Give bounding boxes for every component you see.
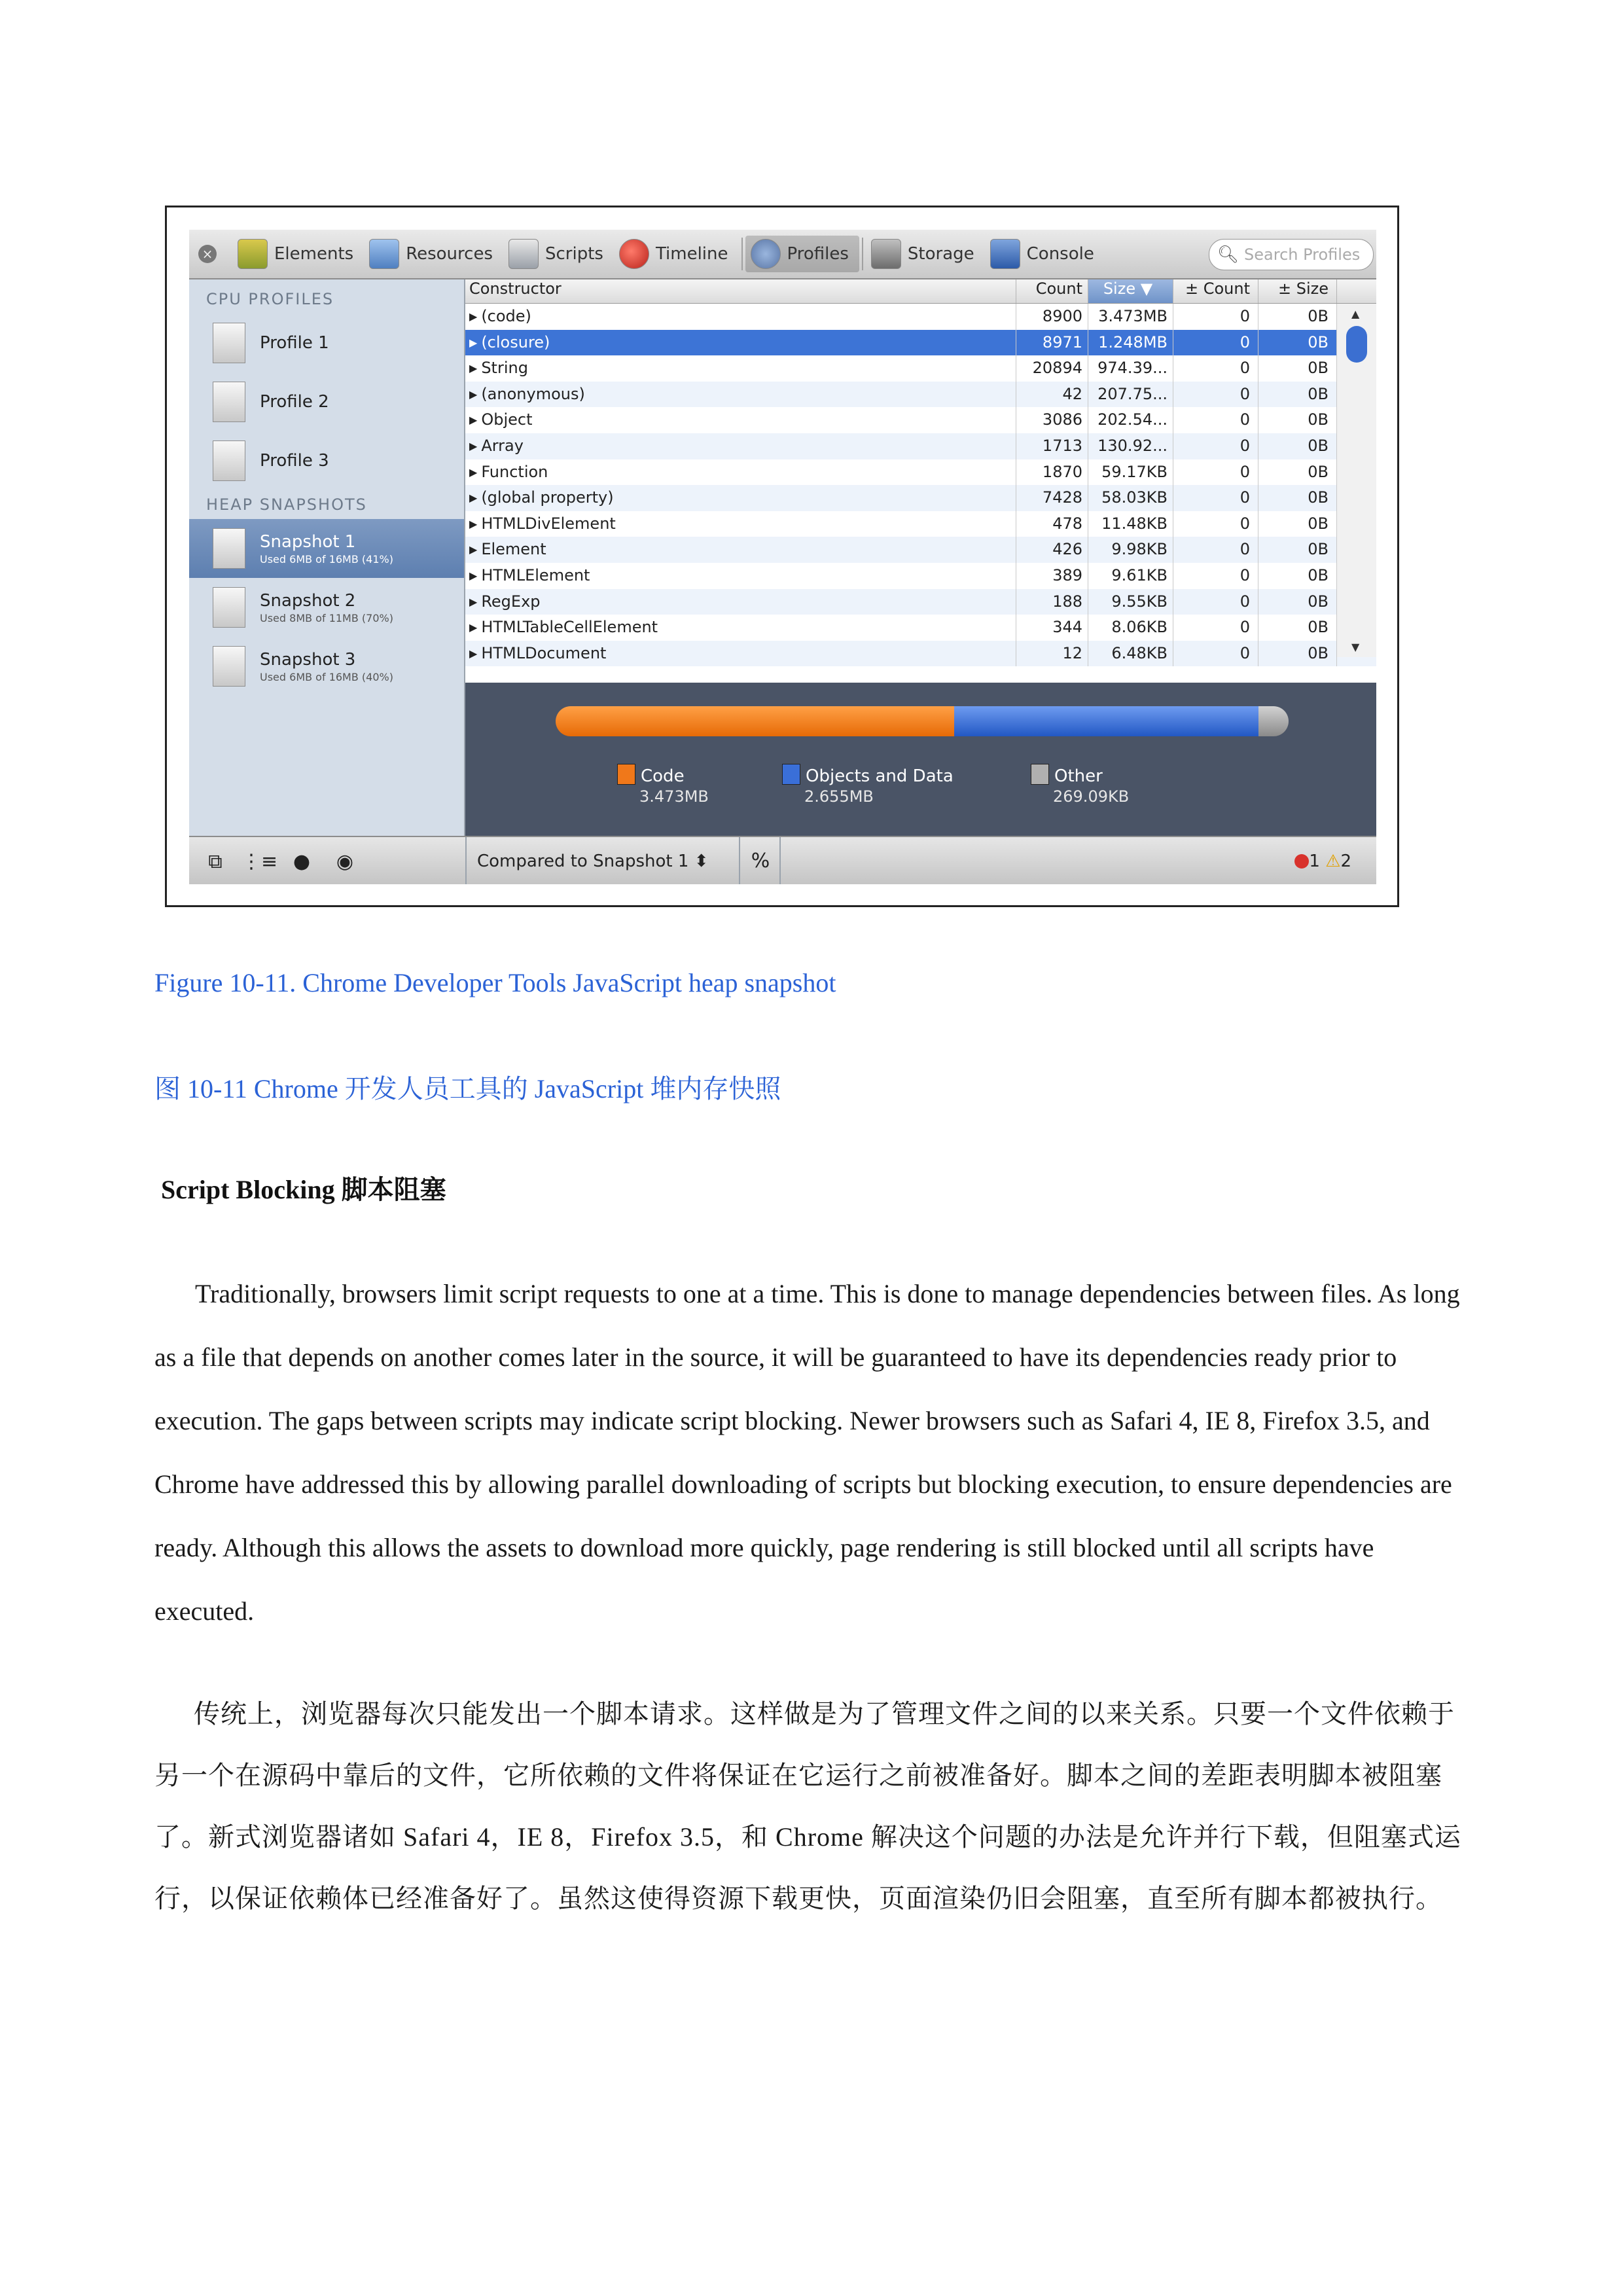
expand-triangle-icon[interactable]: ▶ — [469, 569, 478, 582]
cell-size: 6.48KB — [1088, 641, 1173, 667]
paragraph-en: Traditionally, browsers limit script requests to one at a time. This is done to manage dependencies between files. As long as a file that depends on another comes later in the source, it will be guaranteed to have its dependencies ready prior to execution. The gaps between scripts may indicate script blocking. Newer browsers such as Safari 4, IE 8, Firefox 3.5, and Chrome have addressed this by allowing parallel downloading of scripts but blocking execution, to ensure dependencies are ready. Although this allows the assets to download more quickly, page rendering is still blocked until all scripts have executed. — [154, 1279, 1460, 1626]
legend-swatch — [1031, 764, 1049, 785]
sidebar-item-snapshot-1[interactable] — [189, 519, 464, 578]
cell-delta-size: 0B — [1258, 382, 1337, 408]
record-icon[interactable]: ● — [293, 850, 311, 873]
expand-triangle-icon[interactable]: ▶ — [469, 414, 478, 427]
cell-constructor — [465, 485, 1016, 511]
cell-constructor — [465, 641, 1016, 667]
expand-triangle-icon[interactable]: ▶ — [469, 621, 478, 634]
expand-triangle-icon[interactable]: ▶ — [469, 492, 478, 505]
cell-size: 9.55KB — [1088, 589, 1173, 615]
constructor-name: (closure) — [481, 332, 550, 351]
legend-code — [617, 764, 709, 806]
cell-delta-count: 0 — [1173, 382, 1258, 408]
memory-usage-bar — [556, 706, 1289, 736]
constructor-name: (code) — [481, 307, 531, 325]
cell-delta-size: 0B — [1258, 641, 1337, 667]
sidebar-item-profile-2[interactable] — [189, 372, 464, 431]
cell-delta-size: 0B — [1258, 563, 1337, 589]
profile-icon — [213, 323, 245, 363]
expand-triangle-icon[interactable]: ▶ — [469, 647, 478, 660]
expand-triangle-icon[interactable]: ▶ — [469, 543, 478, 556]
error-icon — [1294, 854, 1309, 869]
constructor-name: RegExp — [481, 592, 541, 611]
snapshot-icon — [213, 646, 245, 687]
constructor-name: Array — [481, 436, 524, 455]
cell-size: 8.06KB — [1088, 615, 1173, 641]
cell-delta-count: 0 — [1173, 589, 1258, 615]
warning-icon: ⚠ — [1325, 852, 1341, 871]
snapshot-usage: Used 6MB of 16MB (41%) — [260, 552, 393, 565]
scroll-up-icon[interactable]: ▲ — [1351, 308, 1360, 320]
expand-triangle-icon[interactable]: ▶ — [469, 387, 478, 401]
cell-count: 20894 — [1016, 355, 1088, 382]
dock-icon[interactable]: ⧉ — [208, 850, 223, 873]
cell-count: 3086 — [1016, 407, 1088, 433]
cell-constructor — [465, 589, 1016, 615]
expand-triangle-icon[interactable]: ▶ — [469, 595, 478, 608]
search-icon: 🔍︎ — [1217, 245, 1240, 264]
search-input[interactable] — [1209, 239, 1374, 270]
cell-constructor — [465, 511, 1016, 537]
column-header-constructor[interactable]: Constructor — [465, 279, 1016, 303]
cell-size: 130.92... — [1088, 433, 1173, 459]
cell-delta-count: 0 — [1173, 615, 1258, 641]
storage-icon — [871, 239, 901, 269]
constructor-name: Object — [481, 410, 533, 429]
cell-constructor — [465, 537, 1016, 563]
tab-console[interactable] — [985, 236, 1105, 272]
cell-delta-count: 0 — [1173, 459, 1258, 486]
sidebar-item-snapshot-3[interactable] — [189, 637, 464, 696]
cell-delta-count: 0 — [1173, 537, 1258, 563]
cpu-profiles-header: CPU PROFILES — [206, 290, 334, 308]
tab-resources-label: Resources — [406, 244, 493, 264]
console-icon — [990, 239, 1020, 269]
cell-count: 1713 — [1016, 433, 1088, 459]
cell-size: 9.98KB — [1088, 537, 1173, 563]
tab-profiles[interactable] — [745, 236, 859, 272]
constructor-name: HTMLTableCellElement — [481, 618, 658, 637]
table-row[interactable] — [465, 330, 1376, 356]
tab-timeline[interactable] — [614, 236, 739, 272]
snapshot-icon — [213, 587, 245, 628]
cell-delta-size: 0B — [1258, 433, 1337, 459]
cell-size: 974.39... — [1088, 355, 1173, 382]
cell-count: 344 — [1016, 615, 1088, 641]
devtools-window — [189, 230, 1376, 884]
cell-delta-count: 0 — [1173, 641, 1258, 667]
figure-caption-zh: 图 10-11 Chrome 开发人员工具的 JavaScript 堆内存快照 — [154, 1074, 781, 1103]
status-counts[interactable] — [1294, 837, 1351, 884]
snapshot-usage: Used 8MB of 11MB (70%) — [260, 611, 393, 624]
resources-icon — [369, 239, 399, 269]
snapshot-eye-icon[interactable]: ◉ — [336, 850, 354, 873]
cell-delta-size: 0B — [1258, 615, 1337, 641]
sidebar-item-label: Snapshot 1 — [260, 531, 356, 552]
constructor-name: Element — [481, 540, 546, 559]
cell-delta-count: 0 — [1173, 433, 1258, 459]
profiles-icon — [751, 239, 781, 269]
close-icon[interactable]: × — [198, 245, 217, 263]
cell-count: 426 — [1016, 537, 1088, 563]
figure-caption-en: Figure 10-11. Chrome Developer Tools JavaScript heap snapshot — [154, 968, 836, 997]
legend-label: Other — [1054, 766, 1103, 786]
sidebar-item-label: Snapshot 3 — [260, 649, 356, 670]
cell-delta-size: 0B — [1258, 355, 1337, 382]
tab-storage-label: Storage — [907, 244, 974, 264]
legend-value: 269.09KB — [1053, 787, 1130, 806]
table-row[interactable] — [465, 382, 1376, 408]
table-row[interactable] — [465, 589, 1376, 615]
cell-count: 7428 — [1016, 485, 1088, 511]
legend-label: Objects and Data — [806, 766, 954, 786]
column-header-delta-size[interactable]: ± Size — [1258, 279, 1337, 303]
elements-icon — [238, 239, 268, 269]
scripts-icon — [508, 239, 539, 269]
cell-size: 207.75... — [1088, 382, 1173, 408]
cell-constructor — [465, 407, 1016, 433]
section-heading: Script Blocking 脚本阻塞 — [161, 1175, 446, 1204]
tab-resources[interactable] — [364, 236, 503, 272]
scroll-thumb[interactable] — [1346, 326, 1367, 363]
cell-size: 11.48KB — [1088, 511, 1173, 537]
cell-size: 1.248MB — [1088, 330, 1173, 356]
table-row[interactable] — [465, 485, 1376, 511]
cell-count: 8971 — [1016, 330, 1088, 356]
constructor-name: (global property) — [481, 488, 614, 507]
cell-size: 202.54... — [1088, 407, 1173, 433]
cell-delta-count: 0 — [1173, 330, 1258, 356]
constructor-name: String — [481, 359, 528, 378]
toggle-sidebar-icon[interactable]: ⋮≡ — [241, 850, 278, 873]
devtools-statusbar — [189, 836, 1376, 884]
cell-constructor — [465, 382, 1016, 408]
cell-size: 9.61KB — [1088, 563, 1173, 589]
table-row[interactable] — [465, 459, 1376, 486]
cell-delta-size: 0B — [1258, 589, 1337, 615]
heap-snapshots-header: HEAP SNAPSHOTS — [206, 495, 367, 514]
legend-objects-and-data — [782, 764, 954, 806]
cell-constructor — [465, 615, 1016, 641]
sidebar-item-snapshot-2[interactable] — [189, 578, 464, 637]
sidebar-item-profile-3[interactable] — [189, 431, 464, 490]
tab-elements-label: Elements — [274, 244, 354, 264]
cell-delta-count: 0 — [1173, 511, 1258, 537]
column-header-spacer — [1337, 279, 1376, 303]
expand-triangle-icon[interactable]: ▶ — [469, 336, 478, 349]
cell-count: 42 — [1016, 382, 1088, 408]
cell-size: 3.473MB — [1088, 304, 1173, 330]
legend-value: 2.655MB — [804, 787, 874, 806]
cell-delta-size: 0B — [1258, 407, 1337, 433]
sidebar-item-label: Profile 2 — [260, 392, 329, 412]
sidebar-item-profile-1[interactable] — [189, 314, 464, 372]
compare-snapshot-select[interactable] — [465, 837, 740, 884]
expand-triangle-icon[interactable]: ▶ — [469, 310, 478, 323]
timeline-icon — [619, 239, 649, 269]
tab-timeline-label: Timeline — [655, 244, 728, 264]
profile-icon — [213, 440, 245, 481]
tab-scripts[interactable] — [503, 236, 614, 272]
table-row[interactable] — [465, 537, 1376, 563]
cell-delta-count: 0 — [1173, 563, 1258, 589]
cell-count: 478 — [1016, 511, 1088, 537]
cell-constructor — [465, 304, 1016, 330]
memory-segment-objs — [954, 706, 1258, 736]
expand-triangle-icon[interactable]: ▶ — [469, 465, 478, 478]
table-row[interactable] — [465, 433, 1376, 459]
cell-delta-size: 0B — [1258, 330, 1337, 356]
sidebar-item-label: Snapshot 2 — [260, 590, 356, 611]
toolbar-divider — [862, 238, 863, 270]
profile-icon — [213, 382, 245, 422]
table-row[interactable] — [465, 355, 1376, 382]
memory-segment-other — [1258, 706, 1289, 736]
column-header-delta-count[interactable]: ± Count — [1173, 279, 1258, 303]
table-row[interactable] — [465, 407, 1376, 433]
snapshot-icon — [213, 528, 245, 569]
table-row[interactable] — [465, 511, 1376, 537]
cell-count: 12 — [1016, 641, 1088, 667]
compare-select-label: Compared to Snapshot 1 ⬍ — [477, 852, 709, 871]
cell-delta-count: 0 — [1173, 304, 1258, 330]
cell-delta-size: 0B — [1258, 304, 1337, 330]
figure-frame — [165, 206, 1399, 907]
tab-storage[interactable] — [866, 236, 985, 272]
cell-size: 58.03KB — [1088, 485, 1173, 511]
cell-delta-size: 0B — [1258, 511, 1337, 537]
table-row[interactable] — [465, 563, 1376, 589]
paragraph-zh: 传统上，浏览器每次只能发出一个脚本请求。这样做是为了管理文件之间的以来关系。只要一个文件依赖于另一个在源码中靠后的文件，它所依赖的文件将保证在它运行之前被准备好。脚本之间的差距表明脚本被阻塞了。新式浏览器诸如 Safari 4，IE 8，Firefox 3.5，和 Chrome 解决这个问题的办法是允许并行下载，但阻塞式运行，以保证依赖体已经准备好了。虽然这使得资源下载更快，页面渲染仍旧会阻塞，直至所有脚本都被执行。 — [154, 1699, 1461, 1913]
legend-swatch — [617, 764, 635, 785]
cell-delta-size: 0B — [1258, 459, 1337, 486]
cell-count: 8900 — [1016, 304, 1088, 330]
constructor-name: HTMLDivElement — [481, 514, 616, 533]
snapshot-usage: Used 6MB of 16MB (40%) — [260, 670, 393, 683]
cell-delta-size: 0B — [1258, 537, 1337, 563]
cell-size: 59.17KB — [1088, 459, 1173, 486]
search-placeholder: Search Profiles — [1244, 245, 1361, 264]
constructor-name: Function — [481, 462, 548, 481]
memory-segment-code — [556, 706, 954, 736]
legend-label: Code — [641, 766, 685, 786]
expand-triangle-icon[interactable]: ▶ — [469, 517, 478, 530]
table-row[interactable] — [465, 304, 1376, 330]
sidebar-item-label: Profile 3 — [260, 451, 329, 471]
legend-swatch — [782, 764, 800, 785]
column-header-size[interactable]: Size ▼ — [1088, 279, 1173, 303]
cell-delta-count: 0 — [1173, 485, 1258, 511]
table-scrollbar[interactable] — [1337, 304, 1376, 657]
memory-chart-panel — [465, 683, 1376, 836]
constructor-name: HTMLDocument — [481, 643, 607, 662]
table-row[interactable] — [465, 615, 1376, 641]
cell-constructor — [465, 459, 1016, 486]
heap-table-body — [465, 304, 1376, 682]
error-count: 1 — [1309, 852, 1320, 871]
percent-toggle-button[interactable]: % — [741, 837, 781, 884]
cell-count: 389 — [1016, 563, 1088, 589]
expand-triangle-icon[interactable]: ▶ — [469, 362, 478, 375]
cell-delta-count: 0 — [1173, 355, 1258, 382]
cell-constructor — [465, 433, 1016, 459]
scroll-down-icon[interactable]: ▼ — [1351, 641, 1360, 653]
cell-count: 188 — [1016, 589, 1088, 615]
cell-constructor — [465, 355, 1016, 382]
cell-constructor — [465, 330, 1016, 356]
cell-count: 1870 — [1016, 459, 1088, 486]
legend-other — [1031, 764, 1129, 806]
tab-profiles-label: Profiles — [787, 244, 849, 264]
legend-value: 3.473MB — [639, 787, 709, 806]
cell-delta-count: 0 — [1173, 407, 1258, 433]
constructor-name: (anonymous) — [481, 384, 585, 403]
tab-scripts-label: Scripts — [544, 244, 603, 264]
column-header-count[interactable]: Count — [1016, 279, 1088, 303]
tab-elements[interactable] — [232, 236, 364, 272]
table-header — [465, 279, 1376, 304]
heap-snapshot-view — [465, 279, 1376, 836]
profiles-sidebar — [189, 279, 465, 836]
cell-constructor — [465, 563, 1016, 589]
toolbar-divider — [741, 238, 743, 270]
table-row[interactable] — [465, 641, 1376, 667]
devtools-toolbar — [189, 230, 1376, 279]
sidebar-item-label: Profile 1 — [260, 333, 329, 353]
tab-console-label: Console — [1026, 244, 1094, 264]
cell-delta-size: 0B — [1258, 485, 1337, 511]
constructor-name: HTMLElement — [481, 565, 590, 584]
expand-triangle-icon[interactable]: ▶ — [469, 439, 478, 452]
warning-count: 2 — [1340, 852, 1351, 871]
